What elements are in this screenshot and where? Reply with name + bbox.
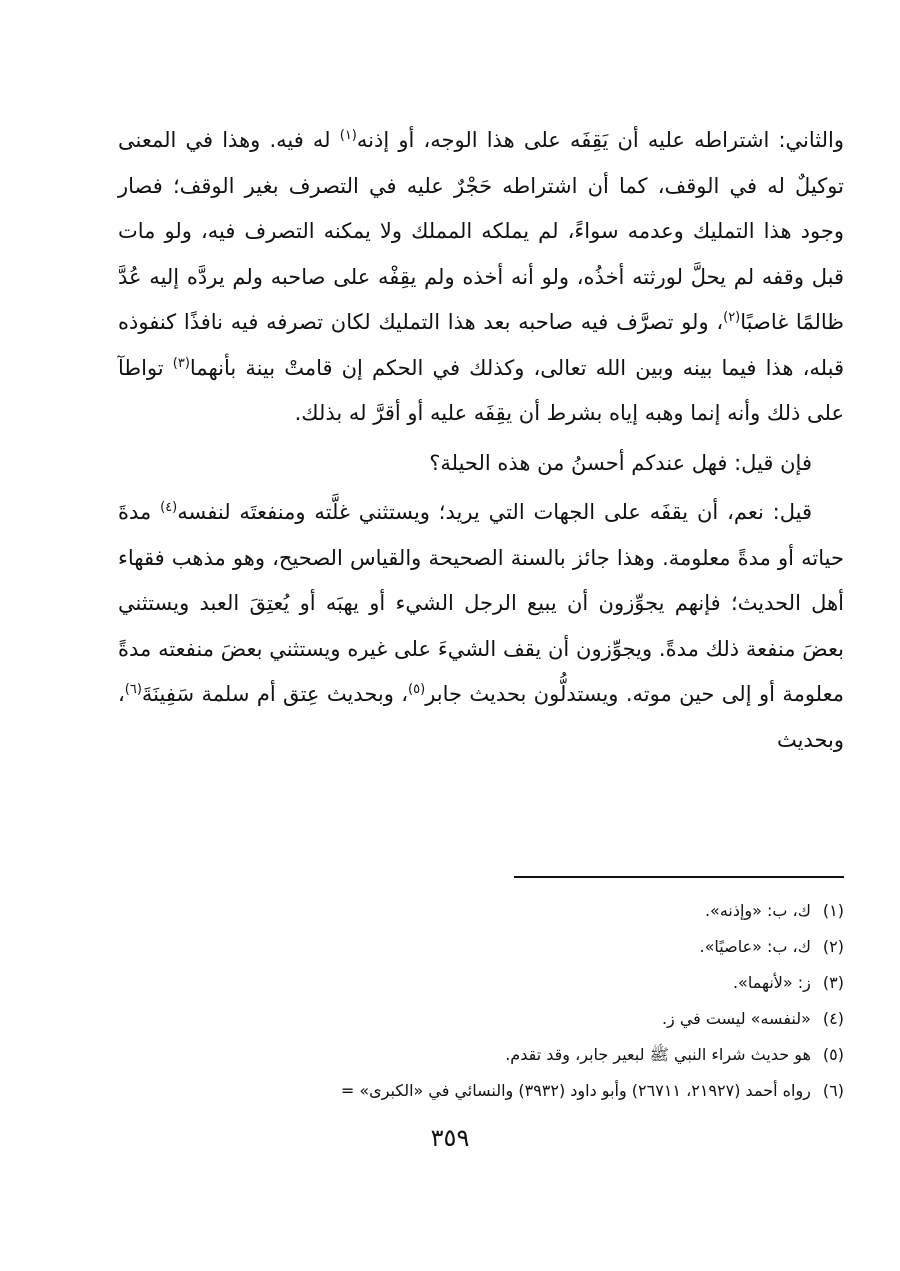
paragraph-1 <box>118 118 844 437</box>
paragraph-3-text: مدةَ حياته أو مدةً معلومة. وهذا جائز بالسنة الصحيحة والقياس الصحيح، وهو مذهب فقهاء أهل الحديث؛ فإنهم يجوِّزون أن يبيع الرجل الشيء أو يهبَه أو يُعتِقَ العبد ويستثني بعضَ منفعة ذلك مدةً. ويجوِّزون أن يقف الشيءَ على غيره ويستثني بعضَ منفعته مدةً معلومة أو إلى حين موته. ويستدلُّون بحديث جابر <box>118 500 845 706</box>
footnote-ref-2: (٢) <box>723 310 741 325</box>
footnote-6 <box>118 1073 844 1109</box>
paragraph-3-text: ، وبحديث عِتق أم سلمة سَفِينَةَ <box>141 682 409 706</box>
footnote-number: (٣) <box>822 973 844 992</box>
footnote-text: ك، ب: «وإذنه». <box>704 901 811 920</box>
footnote-ref-5: (٥) <box>408 682 426 697</box>
paragraph-3-text: قيل: نعم، أن يقفَه على الجهات التي يريد؛ ويستثني غلَّته ومنفعتَه لنفسه <box>177 500 812 524</box>
footnote-3 <box>118 965 844 1001</box>
footnote-text: هو حديث شراء النبي ﷺ لبعير جابر، وقد تقدم. <box>505 1045 811 1064</box>
footnote-2 <box>118 929 844 965</box>
paragraph-1-text: ، ولو تصرَّف فيه صاحبه بعد هذا التمليك لكان تصرفه فيه نافذًا كنفوذه قبله، هذا فيما بينه وبين الله تعالى، وكذلك في الحكم إن قامتْ بينة بأنهما <box>118 310 844 380</box>
footnote-ref-1: (١) <box>339 128 357 143</box>
footnote-4 <box>118 1001 844 1037</box>
footnotes <box>118 893 844 1109</box>
footnote-text: «لنفسه» ليست في ز. <box>661 1009 811 1028</box>
footnote-ref-3: (٣) <box>172 355 190 371</box>
footnote-5 <box>118 1037 844 1073</box>
footnote-number: (١) <box>822 901 844 920</box>
paragraph-1-text: والثاني: اشتراطه عليه أن يَقِفَه على هذا الوجه، أو إذنه <box>356 128 844 152</box>
footnote-text: ز: «لأنهما». <box>732 973 811 992</box>
footnote-divider <box>514 876 844 878</box>
footnote-number: (٢) <box>822 937 844 956</box>
footnote-text: رواه أحمد (٢١٩٢٧، ٢٦٧١١) وأبو داود (٣٩٣٢) والنسائي في «الكبرى» = <box>340 1081 811 1100</box>
page-number: ٣٥٩ <box>430 1124 470 1152</box>
paragraph-1-text: له فيه. وهذا في المعنى توكيلٌ له في الوقف، كما أن اشتراطه حَجْرٌ عليه في التصرف بغير الوقف؛ فصار وجود هذا التمليك وعدمه سواءً، لم يملكه المملك ولا يمكنه التصرف فيه، ولو مات قبل وقفه لم يحلَّ لورثته أخذُه، ولو أنه أخذه ولم يقِفْه على صاحبه ولم يردَّه إليه عُدَّ ظالمًا غاصبًا <box>118 128 844 334</box>
paragraph-2-text: فإن قيل: فهل عندكم أحسنُ من هذه الحيلة؟ <box>429 450 812 475</box>
main-text <box>118 118 844 763</box>
footnote-number: (٥) <box>822 1045 844 1064</box>
footnote-number: (٤) <box>822 1009 844 1028</box>
paragraph-3-text: ، وبحديث <box>118 682 844 752</box>
paragraph-2 <box>118 441 844 487</box>
paragraph-1-text: تواطآ على ذلك وأنه إنما وهبه إياه بشرط أن يقِفَه عليه أو أقرَّ له بذلك. <box>118 355 844 425</box>
footnote-text: ك، ب: «عاصيًا». <box>699 937 811 956</box>
footnote-number: (٦) <box>822 1081 844 1100</box>
footnote-ref-6: (٦) <box>124 682 142 697</box>
footnote-1 <box>118 893 844 929</box>
footnote-ref-4: (٤) <box>160 500 178 515</box>
paragraph-3 <box>118 490 844 763</box>
